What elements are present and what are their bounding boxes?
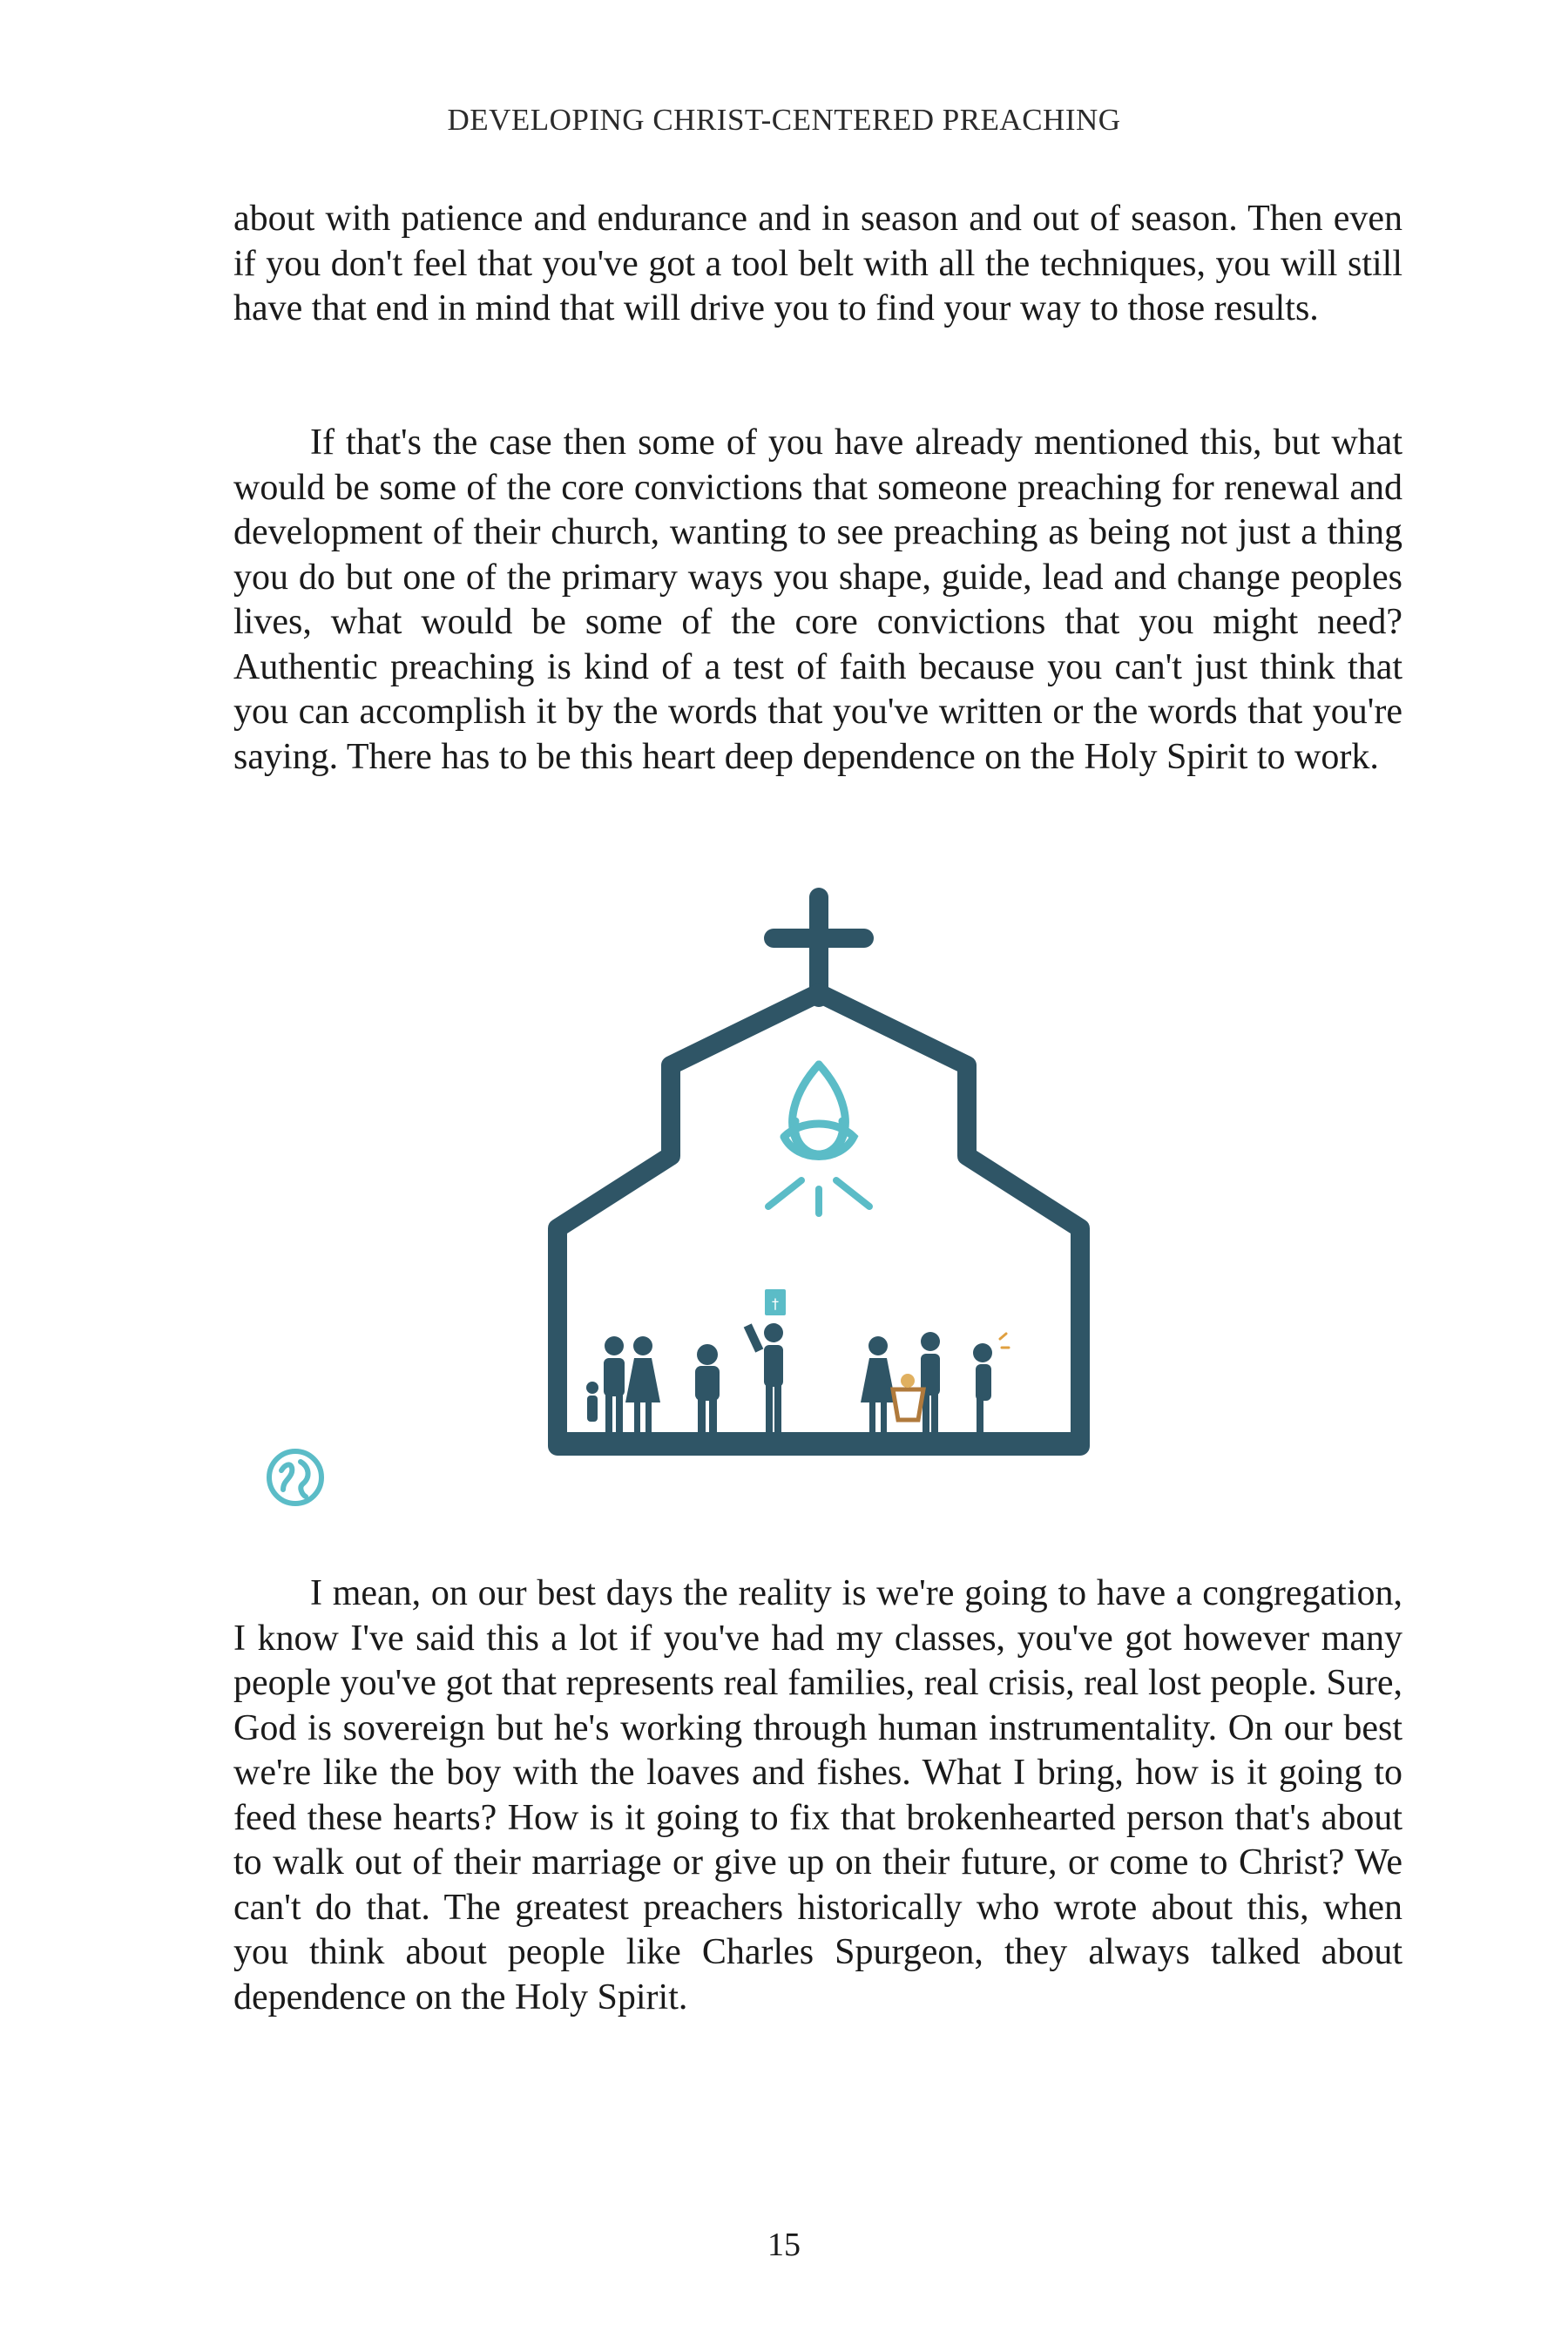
light-rays [768, 1180, 869, 1213]
globe-icon [264, 1446, 327, 1509]
paragraph: about with patience and endurance and in season and out of season. Then even if you don't feel that you've got a tool belt with all the techniques, you will still have that end in mind that will drive you to find your way to those results. [233, 199, 1402, 328]
trinity-knot-icon [784, 1064, 854, 1157]
page-number: 15 [767, 2227, 801, 2263]
svg-text:†: † [772, 1295, 779, 1312]
congregation-figures [586, 1323, 992, 1436]
running-head: DEVELOPING CHRIST-CENTERED PREACHING [447, 103, 1121, 137]
offering-basket-icon [893, 1389, 923, 1420]
paragraph: I mean, on our best days the reality is we're going to have a congregation, I know I've said this a lot if you've had my classes, you've got however many people you've got that represents real families, real crisis, real lost people. Sure, God is sovereign but he's working through human instrumentality. On our best we're like the boy with the loaves and fishes. What I bring, how is it going to feed these hearts? How is it going to fix that brokenhearted person that's about to walk out of their marriage or give up on their future, or come to Christ? We can't do that. The greatest preachers historically who wrote about this, when you think about people like Charles Spurgeon, they always talked about dependence on the Holy Spirit. [233, 1573, 1402, 2017]
paragraph: If that's the case then some of you have already mentioned this, but what would be some of the core convictions that someone preaching for renewal and development of their church, wanting to see preaching as being not just a thing you do but one of the primary ways you shape, guide, lead and change peoples lives, what would be some of the core convictions that you might need? Authentic preaching is kind of a test of faith because you can't just think that you can accomplish it by the words that you've written or the words that you're saying. There has to be this heart deep dependence on the Holy Spirit to work. [233, 422, 1402, 777]
church-congregation-illustration [540, 884, 1098, 1459]
